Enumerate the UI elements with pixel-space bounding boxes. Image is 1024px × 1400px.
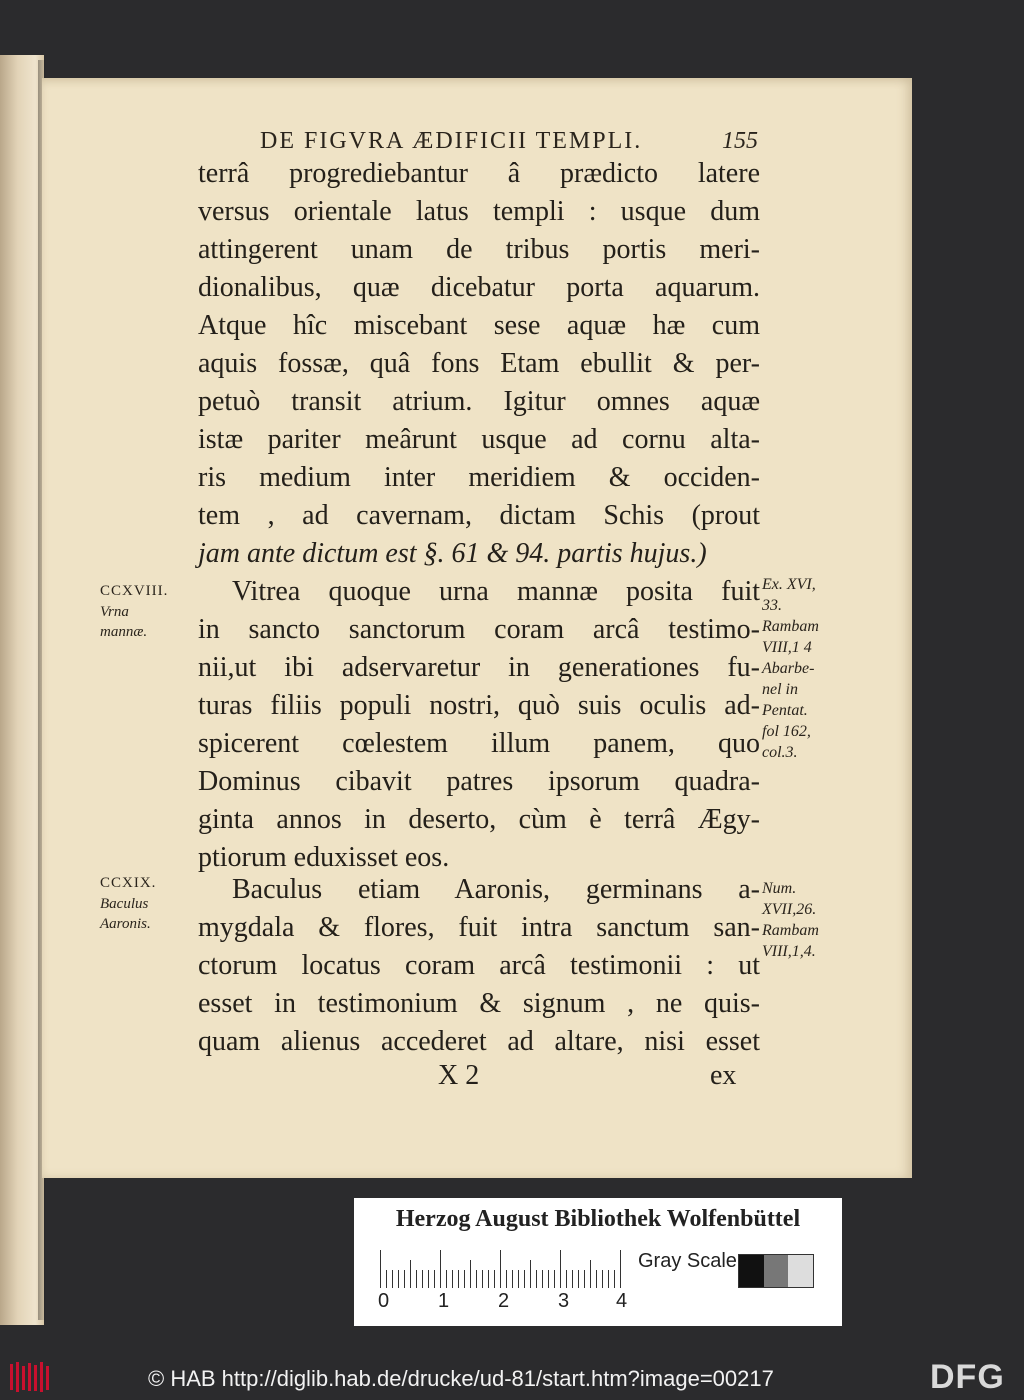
ruler-tick [386, 1270, 387, 1288]
text-line: ptiorum eduxisset eos. [198, 842, 450, 873]
ruler-tick [518, 1270, 519, 1288]
text-line: terrâ progrediebantur â prædicto latere [198, 158, 760, 189]
ruler-tick [464, 1270, 465, 1288]
text-line: aquis fossæ, quâ fons Etam ebullit & per- [198, 348, 760, 379]
ruler-tick [506, 1270, 507, 1288]
copyright-link[interactable]: © HAB http://diglib.hab.de/drucke/ud-81/start.htm?image=00217 [148, 1366, 774, 1391]
ruler-tick [566, 1270, 567, 1288]
text-line: versus orientale latus templi : usque dum [198, 196, 760, 227]
section-label: Baculus [100, 896, 149, 912]
ruler-tick [494, 1270, 495, 1288]
reference-line: Abarbe- [762, 660, 815, 677]
ruler-tick [620, 1250, 621, 1288]
ruler-number: 3 [558, 1290, 570, 1312]
reference-line: Num. [762, 880, 797, 897]
text-line: ctorum locatus coram arcâ testimonii : ut [198, 950, 760, 981]
text-line: nii,ut ibi adservaretur in generationes fu- [198, 652, 760, 683]
reference-line: col.3. [762, 744, 798, 761]
text-line: dionalibus, quæ dicebatur porta aquarum. [198, 272, 760, 303]
gray-scale-label: Gray Scale [638, 1250, 737, 1272]
ruler-tick [500, 1250, 501, 1288]
ruler-tick [614, 1270, 615, 1288]
gray-swatch-dark [739, 1255, 764, 1287]
ruler-number: 2 [498, 1290, 510, 1312]
ruler-tick [440, 1250, 441, 1288]
ruler-tick [578, 1270, 579, 1288]
reference-line: VIII,1 4 [762, 639, 812, 656]
ruler-tick [584, 1270, 585, 1288]
text-line: jam ante dictum est §. 61 & 94. partis hujus.) [198, 538, 707, 569]
ruler-tick [512, 1270, 513, 1288]
ruler-tick [530, 1260, 531, 1288]
ruler-number: 1 [438, 1290, 450, 1312]
ruler-tick [410, 1260, 411, 1288]
text-line: in sancto sanctorum coram arcâ testimo- [198, 614, 760, 645]
text-line: quam alienus accederet ad altare, nisi esset [198, 1026, 760, 1057]
ruler-number: 4 [616, 1290, 628, 1312]
reference-line: nel in [762, 681, 798, 698]
ruler-number: 0 [378, 1290, 390, 1312]
section-number: CCXIX. [100, 875, 157, 891]
ruler-tick [596, 1270, 597, 1288]
ruler-tick [536, 1270, 537, 1288]
text-line: mygdala & flores, fuit intra sanctum san- [198, 912, 760, 943]
gray-swatch-light [788, 1255, 813, 1287]
ruler-tick [590, 1260, 591, 1288]
reference-line: fol 162, [762, 723, 811, 740]
ruler-tick [458, 1270, 459, 1288]
ruler-tick [524, 1270, 525, 1288]
margin-reference-2 [762, 878, 852, 962]
reference-line: VIII,1,4. [762, 943, 816, 960]
text-line: Dominus cibavit patres ipsorum quadra- [198, 766, 760, 797]
dfg-logo: DFG [930, 1358, 1005, 1396]
text-line: ginta annos in deserto, cùm è terrâ Ægy- [198, 804, 760, 835]
ruler-tick [548, 1270, 549, 1288]
scale-ruler [380, 1248, 622, 1288]
ruler-tick [572, 1270, 573, 1288]
gray-swatch-mid [764, 1255, 789, 1287]
ruler-tick [554, 1270, 555, 1288]
text-line: petuò transit atrium. Igitur omnes aquæ [198, 386, 760, 417]
signature-mark: X 2 [438, 1060, 480, 1091]
text-line: Vitrea quoque urna mannæ posita fuit [232, 576, 760, 607]
catchword: ex [710, 1060, 737, 1091]
ruler-tick [434, 1270, 435, 1288]
ruler-tick [542, 1270, 543, 1288]
text-line: istæ pariter meârunt usque ad cornu alta- [198, 424, 760, 455]
gray-scale-swatch [738, 1254, 814, 1288]
ruler-tick [602, 1270, 603, 1288]
margin-reference-1 [762, 574, 852, 763]
text-line: esset in testimonium & signum , ne quis- [198, 988, 760, 1019]
text-line: tem , ad cavernam, dictam Schis (prout [198, 500, 760, 531]
reference-line: Rambam [762, 922, 819, 939]
section-label: Aaronis. [100, 916, 151, 932]
margin-note-ccxviii [100, 580, 190, 642]
reference-line: Pentat. [762, 702, 808, 719]
page-number: 155 [722, 128, 758, 154]
reference-line: 33. [762, 597, 782, 614]
ruler-tick [416, 1270, 417, 1288]
ruler-tick [446, 1270, 447, 1288]
text-line: attingerent unam de tribus portis meri- [198, 234, 760, 265]
ruler-tick [404, 1270, 405, 1288]
hab-logo-icon [8, 1360, 50, 1394]
text-line: Atque hîc miscebant sese aquæ hæ cum [198, 310, 760, 341]
reference-line: Rambam [762, 618, 819, 635]
ruler-tick [428, 1270, 429, 1288]
ruler-tick [476, 1270, 477, 1288]
ruler-tick [488, 1270, 489, 1288]
ruler-tick [560, 1250, 561, 1288]
section-number: CCXVIII. [100, 583, 169, 599]
ruler-tick [470, 1260, 471, 1288]
reference-line: Ex. XVI, [762, 576, 816, 593]
text-line: turas filiis populi nostri, quò suis oculis ad- [198, 690, 760, 721]
ruler-tick [398, 1270, 399, 1288]
text-line: spicerent cœlestem illum panem, quo [198, 728, 760, 759]
running-head-title: DE FIGVRA ÆDIFICII TEMPLI. [260, 128, 643, 154]
library-name: Herzog August Bibliothek Wolfenbüttel [395, 1206, 801, 1232]
color-calibration-card [354, 1198, 842, 1326]
ruler-tick [452, 1270, 453, 1288]
text-line: Baculus etiam Aaronis, germinans a- [232, 874, 760, 905]
ruler-tick [482, 1270, 483, 1288]
section-label: Vrna [100, 604, 129, 620]
ruler-tick [380, 1250, 381, 1288]
ruler-tick [608, 1270, 609, 1288]
ruler-tick [422, 1270, 423, 1288]
ruler-tick [392, 1270, 393, 1288]
section-label: mannæ. [100, 624, 148, 640]
margin-note-ccxix [100, 872, 190, 934]
reference-line: XVII,26. [762, 901, 817, 918]
text-line: ris medium inter meridiem & occiden- [198, 462, 760, 493]
